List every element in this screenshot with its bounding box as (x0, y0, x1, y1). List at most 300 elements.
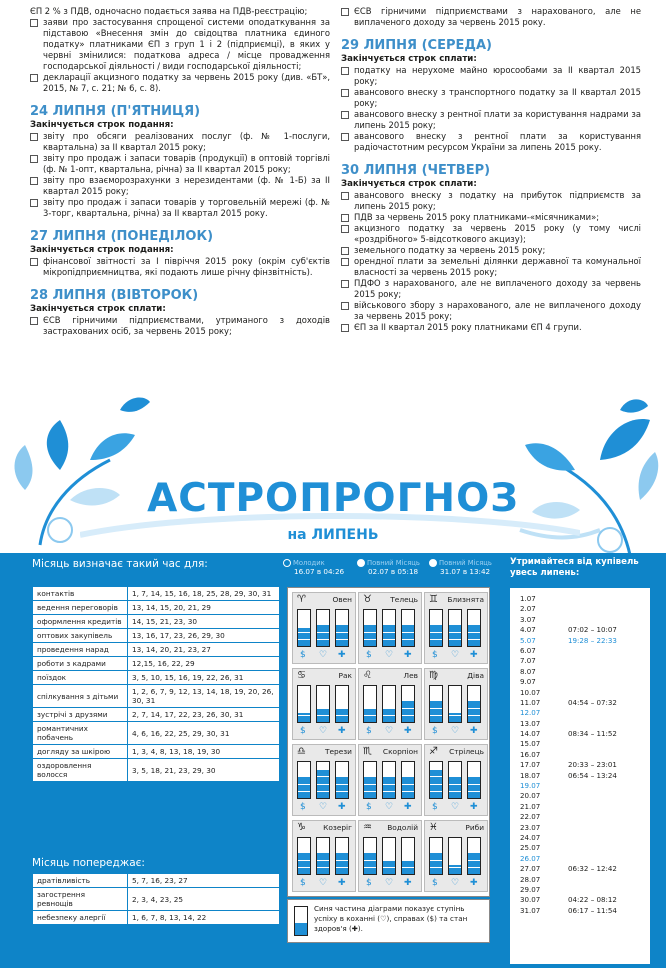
success-bar-fill (402, 700, 414, 722)
health-icon: ✚ (470, 726, 478, 736)
list-item (341, 190, 641, 212)
category-icons (429, 878, 485, 890)
table-cell-days: 12,15, 16, 22, 29 (128, 657, 280, 671)
bar-divider (468, 791, 480, 792)
zodiac-sign-name: Козеріг (323, 823, 352, 832)
success-bars (297, 761, 353, 799)
bar-divider (468, 715, 480, 716)
item-text: авансового внеску з податку на прибуток підприємств за липень 2015 року; (354, 190, 641, 211)
checkbox-icon (341, 133, 349, 141)
bar-divider (317, 852, 329, 853)
bar-divider (364, 624, 376, 625)
day-date: 9.07 (520, 677, 536, 687)
day-row (520, 739, 650, 749)
bar-divider (383, 784, 395, 785)
money-icon: $ (432, 726, 438, 736)
bar-divider (383, 769, 395, 770)
bar-divider (449, 784, 461, 785)
table-row (33, 911, 280, 925)
table-cell-days: 1, 2, 6, 7, 9, 12, 13, 14, 18, 19, 20, 26, 30, 31 (128, 685, 280, 708)
money-icon: $ (432, 650, 438, 660)
table-cell-days: 3, 5, 18, 21, 23, 29, 30 (128, 759, 280, 782)
bar-divider (364, 845, 376, 846)
day-date: 8.07 (520, 666, 536, 676)
table-cell-label: загострення ревнощів (33, 888, 128, 911)
bar-divider (468, 845, 480, 846)
success-bar-fill (402, 776, 414, 798)
health-icon: ✚ (338, 650, 346, 660)
day-date: 6.07 (520, 645, 536, 655)
table-cell-days: 2, 7, 14, 17, 22, 23, 26, 30, 31 (128, 708, 280, 722)
heart-icon: ♡ (319, 726, 328, 736)
success-bar (297, 685, 311, 723)
success-bar (335, 609, 349, 647)
success-bar (467, 685, 481, 723)
day-date: 10.07 (520, 687, 541, 697)
health-icon: ✚ (404, 878, 412, 888)
list-item (30, 72, 330, 94)
bar-divider (449, 708, 461, 709)
item-text: фінансової звітності за І півріччя 2015 року (окрім суб'єктів мікропідприємництва, які подають лише річну фінзвітність). (43, 256, 330, 277)
bar-divider (336, 867, 348, 868)
table-cell-label: догляду за шкірою (33, 745, 128, 759)
day-row (520, 698, 650, 708)
bar-divider (298, 784, 310, 785)
success-bar-fill (364, 776, 376, 798)
bar-divider (336, 791, 348, 792)
zodiac-symbol-icon: ♐ (429, 746, 438, 757)
bar-divider (383, 632, 395, 633)
bar-divider (468, 639, 480, 640)
success-bar-fill (430, 700, 442, 722)
zodiac-sign-name: Рак (338, 671, 352, 680)
bar-divider (430, 624, 442, 625)
zodiac-symbol-icon: ♋ (297, 670, 306, 681)
bar-divider (430, 776, 442, 777)
checkbox-icon (30, 155, 38, 163)
success-bar (382, 761, 396, 799)
day-time: 19:28 – 22:33 (568, 635, 617, 645)
bar-divider (402, 693, 414, 694)
day-row (520, 677, 650, 687)
zodiac-sign-name: Лев (403, 671, 418, 680)
zodiac-sign-card (358, 820, 422, 892)
item-text: ПДФО з нарахованого, але не виплаченого доходу за червень 2015 року; (354, 278, 641, 299)
table-cell-days: 14, 15, 21, 23, 30 (128, 615, 280, 629)
zodiac-symbol-icon: ♎ (297, 746, 306, 757)
day-date: 19.07 (520, 781, 541, 791)
bar-divider (317, 715, 329, 716)
day-row (520, 667, 650, 677)
list-item (341, 223, 641, 245)
success-bar (363, 685, 377, 723)
zodiac-sign-name: Терези (324, 747, 352, 756)
day-time: 07:02 – 10:07 (568, 625, 617, 635)
success-bar (448, 761, 462, 799)
success-bar (363, 837, 377, 875)
zodiac-sign-name: Скорпіон (382, 747, 418, 756)
day-row (520, 885, 650, 895)
item-text: декларації акцизного податку за червень 2015 року (див. «БТ», 2015, № 7, с. 21; № 6, с. 8). (43, 72, 330, 93)
section-date: 30 ЛИПНЯ (ЧЕТВЕР) (341, 163, 491, 178)
day-row (520, 604, 650, 614)
success-bar (297, 761, 311, 799)
day-row (520, 688, 650, 698)
success-bar (382, 685, 396, 723)
bar-divider (430, 860, 442, 861)
zodiac-symbol-icon: ♊ (429, 594, 438, 605)
zodiac-symbol-icon: ♓ (429, 822, 438, 833)
table-row (33, 759, 280, 782)
bar-divider (468, 708, 480, 709)
success-bar (448, 685, 462, 723)
table-cell-days: 13, 14, 15, 20, 21, 29 (128, 601, 280, 615)
checkbox-icon (30, 258, 38, 266)
checkbox-icon (341, 302, 349, 310)
bar-divider (364, 715, 376, 716)
abstain-heading: Утримайтеся від купівель увесь липень: (510, 557, 639, 578)
item-text: звіту про продаж і запаси товарів у торговельній мережі (ф. № 3-торг, квартальна, річна) за ІІ квартал 2015 року. (43, 197, 330, 218)
table-row (33, 615, 280, 629)
bar-divider (449, 791, 461, 792)
success-bar-fill (468, 852, 480, 874)
category-icons (363, 878, 419, 890)
section-date: 29 ЛИПНЯ (СЕРЕДА) (341, 38, 492, 53)
bar-divider (336, 852, 348, 853)
day-row (520, 625, 650, 635)
heart-icon: ♡ (319, 878, 328, 888)
day-row (520, 812, 650, 822)
zodiac-sign-card (292, 592, 356, 664)
success-bars (363, 761, 419, 799)
checkbox-icon (341, 192, 349, 200)
bar-divider (317, 632, 329, 633)
table-cell-label: зустрічі з друзями (33, 708, 128, 722)
list-item (341, 212, 641, 223)
health-icon: ✚ (404, 802, 412, 812)
bar-divider (298, 639, 310, 640)
day-date: 17.07 (520, 760, 541, 770)
day-date: 29.07 (520, 884, 541, 894)
bar-divider (317, 784, 329, 785)
item-text: авансового внеску з транспортного податку за ІІ квартал 2015 року; (354, 87, 641, 108)
success-bars (297, 685, 353, 723)
bar-divider (449, 700, 461, 701)
bar-divider (402, 632, 414, 633)
day-row (520, 781, 650, 791)
bar-divider (383, 715, 395, 716)
success-bar-fill (336, 776, 348, 798)
bar-divider (336, 860, 348, 861)
table-cell-days: 4, 6, 16, 22, 25, 29, 30, 31 (128, 722, 280, 745)
item-text: ПДВ за червень 2015 року платниками-«місячниками»; (354, 212, 600, 222)
bar-divider (468, 867, 480, 868)
bar-divider (317, 791, 329, 792)
success-bar (448, 609, 462, 647)
bar-divider (468, 784, 480, 785)
bar-divider (336, 700, 348, 701)
table-cell-label: проведення нарад (33, 643, 128, 657)
day-row (520, 823, 650, 833)
checkbox-icon (341, 324, 349, 332)
bar-divider (449, 860, 461, 861)
success-bar-fill (317, 624, 329, 646)
table-cell-label: ведення переговорів (33, 601, 128, 615)
checkbox-icon (30, 199, 38, 207)
table-cell-days: 1, 7, 14, 15, 16, 18, 25, 28, 29, 30, 31 (128, 587, 280, 601)
day-row (520, 615, 650, 625)
table-cell-days: 5, 7, 16, 23, 27 (128, 874, 280, 888)
bar-divider (449, 776, 461, 777)
bar-divider (298, 791, 310, 792)
success-bars (429, 685, 485, 723)
success-bar (467, 837, 481, 875)
bar-divider (364, 769, 376, 770)
success-bar-fill (383, 624, 395, 646)
zodiac-symbol-icon: ♌ (363, 670, 372, 681)
health-icon: ✚ (404, 650, 412, 660)
success-bar (335, 685, 349, 723)
zodiac-sign-name: Водолій (387, 823, 418, 832)
day-date: 27.07 (520, 864, 541, 874)
success-bar (401, 761, 415, 799)
success-bars (363, 837, 419, 875)
table-cell-label: оздоровлення волосся (33, 759, 128, 782)
bar-divider (317, 708, 329, 709)
list-item (341, 131, 641, 153)
success-bar (429, 609, 443, 647)
item-text: звіту про обсяги реалізованих послуг (ф. № 1-послуги, квартальна) за ІІ квартал 2015 року; (43, 131, 330, 152)
bar-divider (402, 639, 414, 640)
success-bars (297, 609, 353, 647)
success-bars (363, 685, 419, 723)
item-text: заяви про застосування спрощеної системи оподаткування за підставою «Внесення змін до свідоцтва платника єдиного податку» платниками ЄП з груп 1 і 2 (підприємці), в яких у червні змінилися: податкова адреса / місце провадження господарської діяльності / види господарської діяльності; (43, 17, 330, 71)
checkbox-icon (30, 177, 38, 185)
bar-divider (364, 867, 376, 868)
day-date: 16.07 (520, 749, 541, 759)
bar-divider (336, 632, 348, 633)
right-column (341, 6, 641, 333)
day-row (520, 719, 650, 729)
bar-divider (430, 769, 442, 770)
bar-divider (449, 867, 461, 868)
section-subtitle: Закінчується строк сплати: (30, 304, 166, 314)
success-bar (335, 837, 349, 875)
day-row (520, 833, 650, 843)
category-icons (297, 726, 353, 738)
success-bar-fill (383, 776, 395, 798)
category-icons (363, 726, 419, 738)
zodiac-sign-card (358, 668, 422, 740)
success-bar-fill (298, 852, 310, 874)
success-bar (363, 609, 377, 647)
bar-divider (430, 784, 442, 785)
checkbox-icon (341, 214, 349, 222)
left-column (30, 6, 330, 337)
bar-divider (383, 700, 395, 701)
bar-divider (336, 624, 348, 625)
bar-divider (468, 700, 480, 701)
heart-icon: ♡ (451, 726, 460, 736)
bar-divider (317, 700, 329, 701)
bar-divider (402, 715, 414, 716)
day-row (520, 750, 650, 760)
item-text: авансового внеску з рентної плати за користування радіочастотним ресурсом України за липень 2015 року. (354, 131, 641, 152)
success-bars (363, 609, 419, 647)
bar-divider (336, 693, 348, 694)
list-item (341, 87, 641, 109)
list-item (341, 65, 641, 87)
table-row (33, 874, 280, 888)
zodiac-sign-name: Риби (465, 823, 484, 832)
checkbox-icon (341, 89, 349, 97)
day-date: 7.07 (520, 656, 536, 666)
success-bar (297, 837, 311, 875)
page-subtitle: на ЛИПЕНЬ (287, 527, 379, 543)
money-icon: $ (366, 650, 372, 660)
bar-divider (402, 708, 414, 709)
bar-divider (336, 784, 348, 785)
bar-divider (364, 693, 376, 694)
item-text: звіту про взаєморозрахунки з нерезидентами (ф. № 1-Б) за ІІ квартал 2015 року; (43, 175, 330, 196)
bar-divider (468, 617, 480, 618)
table-row (33, 722, 280, 745)
health-icon: ✚ (470, 878, 478, 888)
day-time: 20:33 – 23:01 (568, 760, 617, 770)
day-date: 24.07 (520, 832, 541, 842)
moon-new: Молодик 16.07 в 04:26 (283, 558, 344, 576)
moon-phases (283, 555, 497, 585)
category-icons (429, 650, 485, 662)
bar-divider (317, 639, 329, 640)
zodiac-symbol-icon: ♉ (363, 594, 372, 605)
bar-divider (298, 624, 310, 625)
money-icon: $ (300, 802, 306, 812)
favor-table (32, 586, 280, 782)
section-subtitle: Закінчується строк подання: (30, 245, 174, 255)
day-row (520, 708, 650, 718)
checkbox-icon (341, 111, 349, 119)
list-item (30, 6, 330, 17)
favor-heading: Місяць визначає такий час для: (32, 558, 208, 570)
bar-divider (449, 693, 461, 694)
bar-divider (364, 791, 376, 792)
zodiac-sign-card (358, 592, 422, 664)
table-cell-label: роботи з кадрами (33, 657, 128, 671)
horoscope-block (283, 555, 497, 933)
zodiac-sign-name: Діва (467, 671, 484, 680)
day-row (520, 729, 650, 739)
page-title: АСТРОПРОГНОЗ (147, 476, 519, 521)
day-row (520, 802, 650, 812)
bar-divider (364, 700, 376, 701)
warn-table (32, 873, 280, 925)
bar-divider (468, 632, 480, 633)
health-icon: ✚ (470, 802, 478, 812)
item-text: податку на нерухоме майно юросообами за ІІ квартал 2015 року; (354, 65, 641, 86)
bar-divider (383, 852, 395, 853)
bar-divider (298, 693, 310, 694)
bar-divider (317, 776, 329, 777)
checkbox-icon (341, 8, 349, 16)
money-icon: $ (366, 726, 372, 736)
item-text: ЄП за ІІ квартал 2015 року платниками ЄП 4 групи. (354, 322, 582, 332)
list-item (341, 256, 641, 278)
bar-divider (449, 769, 461, 770)
day-date: 4.07 (520, 625, 536, 635)
table-row (33, 685, 280, 708)
success-bar-fill (449, 624, 461, 646)
table-cell-label: контактів (33, 587, 128, 601)
heart-icon: ♡ (451, 802, 460, 812)
bar-divider (449, 715, 461, 716)
bar-divider (383, 617, 395, 618)
day-row (520, 875, 650, 885)
bar-divider (364, 708, 376, 709)
day-date: 28.07 (520, 874, 541, 884)
bar-divider (383, 791, 395, 792)
bar-divider (468, 860, 480, 861)
bar-divider (402, 700, 414, 701)
section-subtitle: Закінчується строк сплати: (341, 54, 477, 64)
table-cell-label: оформлення кредитів (33, 615, 128, 629)
category-icons (429, 726, 485, 738)
bar-divider (298, 617, 310, 618)
bar-divider (402, 769, 414, 770)
day-date: 12.07 (520, 708, 541, 718)
success-bar-fill (430, 852, 442, 874)
day-row (520, 594, 650, 604)
bar-divider (298, 860, 310, 861)
bar-divider (430, 617, 442, 618)
bar-divider (298, 700, 310, 701)
bar-divider (298, 852, 310, 853)
success-bar (401, 685, 415, 723)
success-bar (429, 761, 443, 799)
table-cell-label: спілкування з дітьми (33, 685, 128, 708)
bar-divider (402, 860, 414, 861)
day-row (520, 895, 650, 905)
zodiac-symbol-icon: ♑ (297, 822, 306, 833)
table-row (33, 601, 280, 615)
category-icons (297, 802, 353, 814)
success-bars (429, 761, 485, 799)
zodiac-sign-name: Телець (390, 595, 418, 604)
bar-divider (402, 617, 414, 618)
bar-divider (298, 708, 310, 709)
table-cell-label: небезпеку алергії (33, 911, 128, 925)
right-sections (341, 38, 641, 333)
success-bars (429, 837, 485, 875)
success-bar (382, 609, 396, 647)
bar-divider (468, 769, 480, 770)
success-bar (429, 837, 443, 875)
bar-divider (430, 791, 442, 792)
category-icons (363, 650, 419, 662)
money-icon: $ (300, 878, 306, 888)
bar-divider (336, 715, 348, 716)
day-date: 26.07 (520, 853, 541, 863)
item-text: ЄП 2 % з ПДВ, одночасно подається заява на ПДВ-реєстрацію; (30, 6, 308, 16)
table-row (33, 657, 280, 671)
checkbox-icon (341, 258, 349, 266)
day-date: 25.07 (520, 843, 541, 853)
day-time: 08:34 – 11:52 (568, 729, 617, 739)
list-item (30, 17, 330, 72)
bar-divider (449, 632, 461, 633)
list-item (30, 256, 330, 278)
day-date: 15.07 (520, 739, 541, 749)
